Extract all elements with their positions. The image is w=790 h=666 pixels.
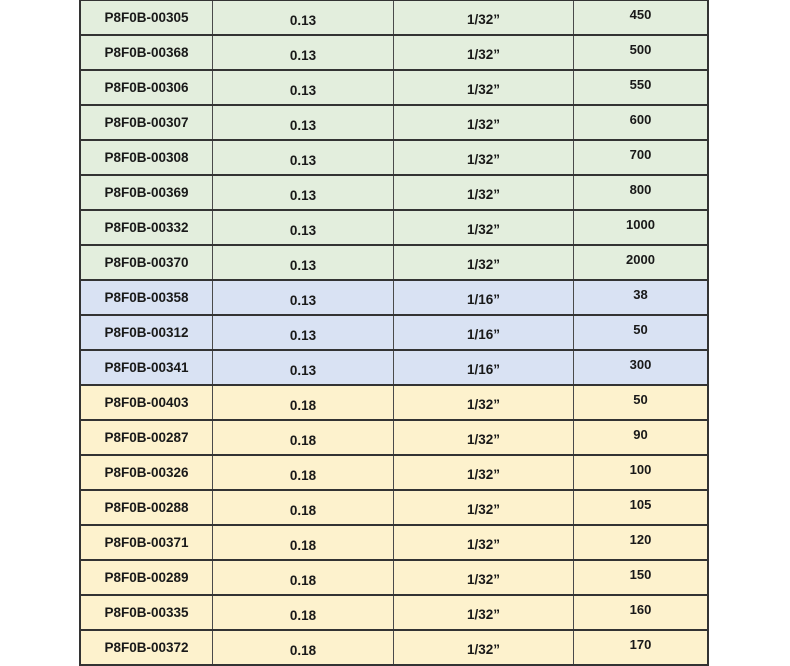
numeric-value-cell: [574, 316, 707, 349]
numeric-value-cell: [574, 351, 707, 384]
decimal-value-text: 0.13: [289, 48, 317, 63]
numeric-value-cell: [574, 106, 707, 139]
part-number-text: P8F0B-00332: [104, 220, 189, 235]
numeric-value-text: 2000: [626, 252, 655, 267]
decimal-value-cell: [213, 596, 394, 629]
part-number-cell: [81, 316, 213, 349]
numeric-value-text: 90: [633, 427, 648, 442]
numeric-value-text: 120: [629, 532, 652, 547]
numeric-value-cell: [574, 71, 707, 104]
fraction-size-cell: [394, 246, 574, 279]
table-row: [81, 631, 707, 666]
part-number-text: P8F0B-00369: [104, 185, 189, 200]
numeric-value-cell: [574, 491, 707, 524]
part-number-cell: [81, 561, 213, 594]
numeric-value-text: 38: [633, 287, 648, 302]
numeric-value-cell: [574, 141, 707, 174]
part-number-cell: [81, 491, 213, 524]
numeric-value-cell: [574, 421, 707, 454]
numeric-value-cell: [574, 596, 707, 629]
table-row: [81, 351, 707, 386]
decimal-value-text: 0.18: [289, 538, 317, 553]
fraction-size-cell: [394, 631, 574, 664]
fraction-size-cell: [394, 456, 574, 489]
decimal-value-text: 0.13: [289, 293, 317, 308]
part-number-cell: [81, 631, 213, 664]
numeric-value-cell: [574, 281, 707, 314]
decimal-value-cell: [213, 36, 394, 69]
numeric-value-text: 600: [629, 112, 652, 127]
decimal-value-cell: [213, 246, 394, 279]
part-number-cell: [81, 211, 213, 244]
fraction-size-cell: [394, 596, 574, 629]
decimal-value-cell: [213, 316, 394, 349]
fraction-size-text: 1/32”: [466, 607, 501, 622]
numeric-value-text: 300: [629, 357, 652, 372]
numeric-value-text: 50: [633, 392, 648, 407]
decimal-value-cell: [213, 526, 394, 559]
part-number-cell: [81, 141, 213, 174]
decimal-value-text: 0.18: [289, 398, 317, 413]
table-row: [81, 246, 707, 281]
table-row: [81, 526, 707, 561]
part-number-text: P8F0B-00403: [104, 395, 189, 410]
decimal-value-text: 0.13: [289, 13, 317, 28]
table-row: [81, 386, 707, 421]
decimal-value-cell: [213, 211, 394, 244]
decimal-value-text: 0.18: [289, 608, 317, 623]
part-number-text: P8F0B-00372: [104, 640, 189, 655]
numeric-value-cell: [574, 386, 707, 419]
part-number-cell: [81, 246, 213, 279]
numeric-value-cell: [574, 1, 707, 34]
numeric-value-text: 170: [629, 637, 652, 652]
decimal-value-text: 0.13: [289, 83, 317, 98]
decimal-value-text: 0.18: [289, 468, 317, 483]
decimal-value-cell: [213, 71, 394, 104]
numeric-value-text: 150: [629, 567, 652, 582]
fraction-size-cell: [394, 176, 574, 209]
table-row: [81, 141, 707, 176]
part-number-text: P8F0B-00326: [104, 465, 189, 480]
decimal-value-text: 0.13: [289, 258, 317, 273]
fraction-size-cell: [394, 526, 574, 559]
table-row: [81, 491, 707, 526]
decimal-value-text: 0.13: [289, 188, 317, 203]
fraction-size-text: 1/32”: [466, 47, 501, 62]
part-number-text: P8F0B-00307: [104, 115, 189, 130]
decimal-value-text: 0.13: [289, 223, 317, 238]
fraction-size-cell: [394, 316, 574, 349]
table-row: [81, 106, 707, 141]
part-number-cell: [81, 351, 213, 384]
decimal-value-cell: [213, 106, 394, 139]
decimal-value-text: 0.13: [289, 363, 317, 378]
part-number-cell: [81, 1, 213, 34]
table-row: [81, 421, 707, 456]
part-number-cell: [81, 36, 213, 69]
fraction-size-text: 1/32”: [466, 257, 501, 272]
fraction-size-cell: [394, 141, 574, 174]
part-number-text: P8F0B-00371: [104, 535, 189, 550]
part-number-text: P8F0B-00306: [104, 80, 189, 95]
table-row: [81, 596, 707, 631]
fraction-size-text: 1/16”: [466, 327, 501, 342]
parts-table: [79, 0, 709, 666]
table-row: [81, 561, 707, 596]
numeric-value-text: 800: [629, 182, 652, 197]
numeric-value-text: 100: [629, 462, 652, 477]
fraction-size-cell: [394, 281, 574, 314]
decimal-value-cell: [213, 561, 394, 594]
decimal-value-text: 0.13: [289, 118, 317, 133]
fraction-size-text: 1/32”: [466, 642, 501, 657]
fraction-size-text: 1/32”: [466, 432, 501, 447]
decimal-value-cell: [213, 631, 394, 664]
part-number-cell: [81, 106, 213, 139]
part-number-text: P8F0B-00289: [104, 570, 189, 585]
fraction-size-cell: [394, 211, 574, 244]
fraction-size-cell: [394, 561, 574, 594]
decimal-value-text: 0.18: [289, 573, 317, 588]
numeric-value-text: 160: [629, 602, 652, 617]
fraction-size-cell: [394, 491, 574, 524]
decimal-value-cell: [213, 1, 394, 34]
part-number-text: P8F0B-00370: [104, 255, 189, 270]
fraction-size-text: 1/16”: [466, 362, 501, 377]
table-row: [81, 71, 707, 106]
fraction-size-text: 1/32”: [466, 117, 501, 132]
part-number-cell: [81, 281, 213, 314]
part-number-text: P8F0B-00312: [104, 325, 189, 340]
numeric-value-cell: [574, 211, 707, 244]
part-number-cell: [81, 71, 213, 104]
part-number-text: P8F0B-00335: [104, 605, 189, 620]
fraction-size-text: 1/32”: [466, 537, 501, 552]
part-number-cell: [81, 526, 213, 559]
decimal-value-cell: [213, 386, 394, 419]
decimal-value-cell: [213, 456, 394, 489]
table-row: [81, 456, 707, 491]
fraction-size-text: 1/32”: [466, 82, 501, 97]
table-row: [81, 36, 707, 71]
fraction-size-text: 1/32”: [466, 222, 501, 237]
part-number-text: P8F0B-00341: [104, 360, 189, 375]
decimal-value-cell: [213, 281, 394, 314]
fraction-size-text: 1/16”: [466, 292, 501, 307]
decimal-value-cell: [213, 176, 394, 209]
fraction-size-cell: [394, 1, 574, 34]
numeric-value-cell: [574, 456, 707, 489]
numeric-value-text: 550: [629, 77, 652, 92]
fraction-size-cell: [394, 386, 574, 419]
decimal-value-cell: [213, 141, 394, 174]
fraction-size-cell: [394, 36, 574, 69]
numeric-value-text: 450: [629, 7, 652, 22]
part-number-text: P8F0B-00287: [104, 430, 189, 445]
part-number-text: P8F0B-00358: [104, 290, 189, 305]
numeric-value-text: 1000: [626, 217, 655, 232]
part-number-cell: [81, 176, 213, 209]
fraction-size-text: 1/32”: [466, 187, 501, 202]
numeric-value-text: 500: [629, 42, 652, 57]
numeric-value-cell: [574, 246, 707, 279]
decimal-value-cell: [213, 491, 394, 524]
fraction-size-text: 1/32”: [466, 467, 501, 482]
decimal-value-text: 0.18: [289, 643, 317, 658]
fraction-size-cell: [394, 351, 574, 384]
fraction-size-text: 1/32”: [466, 572, 501, 587]
fraction-size-text: 1/32”: [466, 12, 501, 27]
part-number-text: P8F0B-00308: [104, 150, 189, 165]
fraction-size-cell: [394, 421, 574, 454]
numeric-value-cell: [574, 631, 707, 664]
part-number-text: P8F0B-00288: [104, 500, 189, 515]
numeric-value-cell: [574, 176, 707, 209]
numeric-value-cell: [574, 526, 707, 559]
part-number-cell: [81, 386, 213, 419]
table-row: [81, 1, 707, 36]
part-number-cell: [81, 596, 213, 629]
table-row: [81, 316, 707, 351]
part-number-text: P8F0B-00305: [104, 10, 189, 25]
table-row: [81, 281, 707, 316]
decimal-value-cell: [213, 421, 394, 454]
numeric-value-text: 50: [633, 322, 648, 337]
part-number-text: P8F0B-00368: [104, 45, 189, 60]
fraction-size-text: 1/32”: [466, 152, 501, 167]
table-row: [81, 176, 707, 211]
decimal-value-cell: [213, 351, 394, 384]
decimal-value-text: 0.13: [289, 328, 317, 343]
part-number-cell: [81, 421, 213, 454]
numeric-value-text: 700: [629, 147, 652, 162]
fraction-size-cell: [394, 71, 574, 104]
numeric-value-cell: [574, 561, 707, 594]
fraction-size-text: 1/32”: [466, 502, 501, 517]
numeric-value-cell: [574, 36, 707, 69]
fraction-size-text: 1/32”: [466, 397, 501, 412]
part-number-cell: [81, 456, 213, 489]
decimal-value-text: 0.18: [289, 433, 317, 448]
fraction-size-cell: [394, 106, 574, 139]
decimal-value-text: 0.13: [289, 153, 317, 168]
decimal-value-text: 0.18: [289, 503, 317, 518]
numeric-value-text: 105: [629, 497, 652, 512]
table-row: [81, 211, 707, 246]
